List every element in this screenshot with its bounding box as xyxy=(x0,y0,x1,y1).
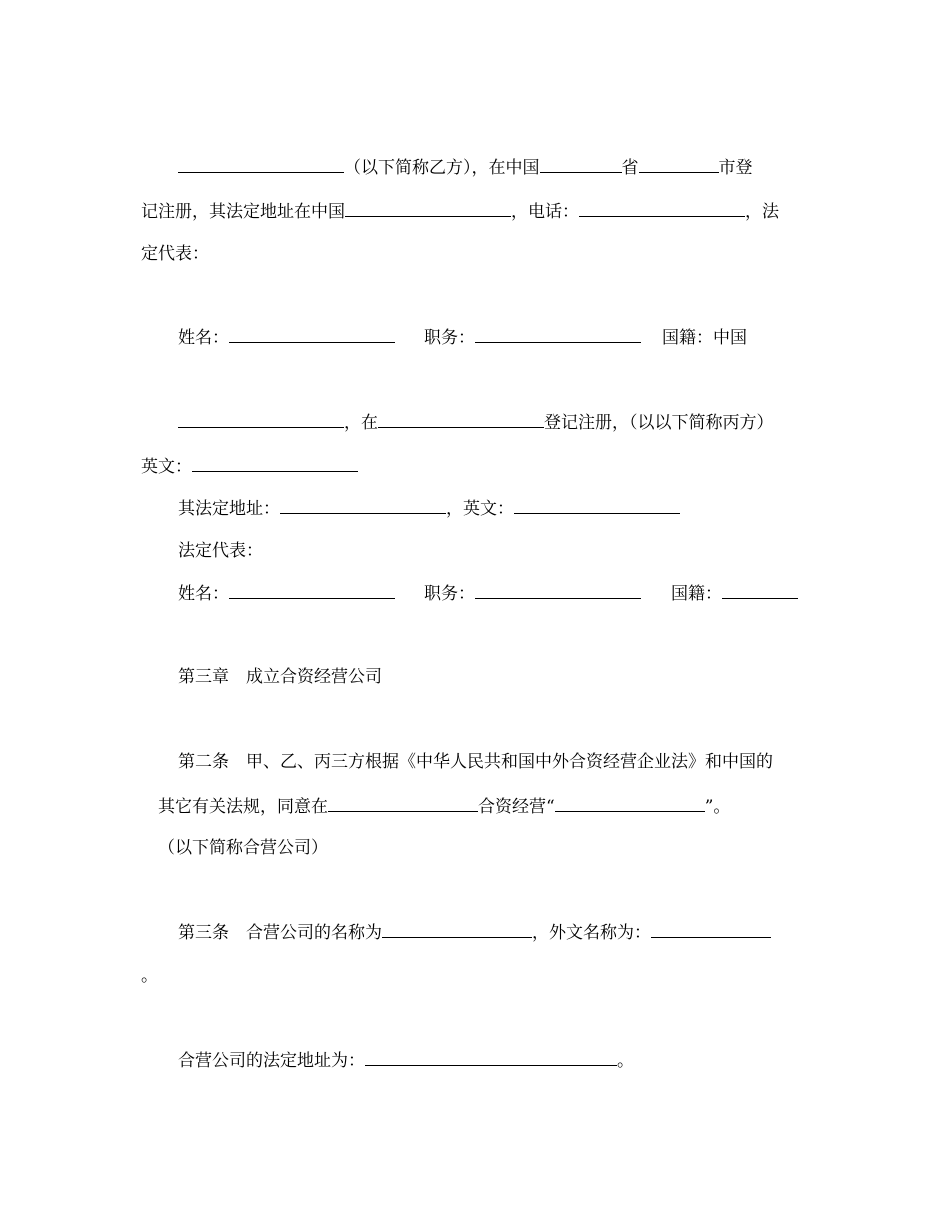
legal-text: ，法 xyxy=(745,202,779,222)
party-c-registration-place-blank[interactable] xyxy=(378,410,544,428)
jv-address-end: 。 xyxy=(617,1051,634,1071)
jv-location-blank[interactable] xyxy=(328,794,478,812)
jv-name-blank[interactable] xyxy=(555,794,705,812)
party-b-representative xyxy=(178,325,747,349)
position-blank[interactable] xyxy=(475,581,641,599)
name-label: 姓名： xyxy=(178,328,229,348)
city-label: 市登 xyxy=(718,158,753,178)
phone-blank[interactable] xyxy=(579,199,745,217)
jv-address-blank[interactable] xyxy=(365,1048,617,1066)
article-2-text-b: 合资经营“ xyxy=(478,797,555,817)
party-c-english-line xyxy=(141,454,358,478)
name-label: 姓名： xyxy=(178,584,229,604)
party-c-address-line xyxy=(178,496,680,520)
province-blank[interactable] xyxy=(540,155,622,173)
party-b-line-1 xyxy=(178,155,753,179)
chapter-3-title: 第三章 成立合资经营公司 xyxy=(178,667,382,687)
article-2-line-1: 第二条 甲、乙、丙三方根据《中华人民共和国中外合资经营企业法》和中国的 xyxy=(178,752,773,772)
party-c-at-text: ，在 xyxy=(344,413,378,433)
jv-address-line xyxy=(178,1048,634,1072)
nationality-label: 国籍： xyxy=(671,584,722,604)
party-b-line-3: 定代表： xyxy=(141,244,209,264)
party-c-rep-label: 法定代表： xyxy=(178,541,263,561)
registration-text: 记注册，其法定地址在中国 xyxy=(141,202,345,222)
city-blank[interactable] xyxy=(639,155,719,173)
party-c-line-1 xyxy=(178,410,774,434)
party-b-line-2 xyxy=(141,199,779,223)
province-label: 省 xyxy=(621,158,639,178)
nationality-value: 中国 xyxy=(713,328,747,348)
party-c-suffix: 登记注册，（以以下简称丙方） xyxy=(544,413,774,433)
foreign-name-blank[interactable] xyxy=(651,920,771,938)
address-label: 其法定地址： xyxy=(178,499,280,519)
party-b-suffix: （以下简称乙方），在中国 xyxy=(344,158,540,178)
article-2-text-a: 其它有关法规，同意在 xyxy=(158,797,328,817)
party-c-representative xyxy=(178,581,798,605)
article-3-text-b: ，外文名称为： xyxy=(532,923,651,943)
english-label: 英文： xyxy=(141,457,192,477)
jv-company-name-blank[interactable] xyxy=(382,920,532,938)
jv-address-label: 合营公司的法定地址为： xyxy=(178,1051,365,1071)
article-2-line-2 xyxy=(158,794,730,818)
nationality-blank[interactable] xyxy=(722,581,798,599)
article-2-text-c: ”。 xyxy=(704,797,731,817)
party-c-name-blank[interactable] xyxy=(178,410,344,428)
party-c-address-blank[interactable] xyxy=(280,496,446,514)
nationality-label: 国籍： xyxy=(662,328,713,348)
article-3-line-1 xyxy=(178,920,771,944)
position-label: 职务： xyxy=(424,584,475,604)
party-c-english-blank[interactable] xyxy=(192,454,358,472)
phone-label: ，电话： xyxy=(511,202,579,222)
party-c-address-english-blank[interactable] xyxy=(514,496,680,514)
address-english-label: ，英文： xyxy=(446,499,514,519)
party-b-name-blank[interactable] xyxy=(178,155,344,173)
name-blank[interactable] xyxy=(229,581,395,599)
legal-address-blank[interactable] xyxy=(345,199,511,217)
article-3-text-a: 第三条 合营公司的名称为 xyxy=(178,923,382,943)
article-3-line-2: 。 xyxy=(141,966,158,986)
position-blank[interactable] xyxy=(475,325,641,343)
position-label: 职务： xyxy=(424,328,475,348)
name-blank[interactable] xyxy=(229,325,395,343)
article-2-line-3: （以下简称合营公司） xyxy=(158,838,328,858)
